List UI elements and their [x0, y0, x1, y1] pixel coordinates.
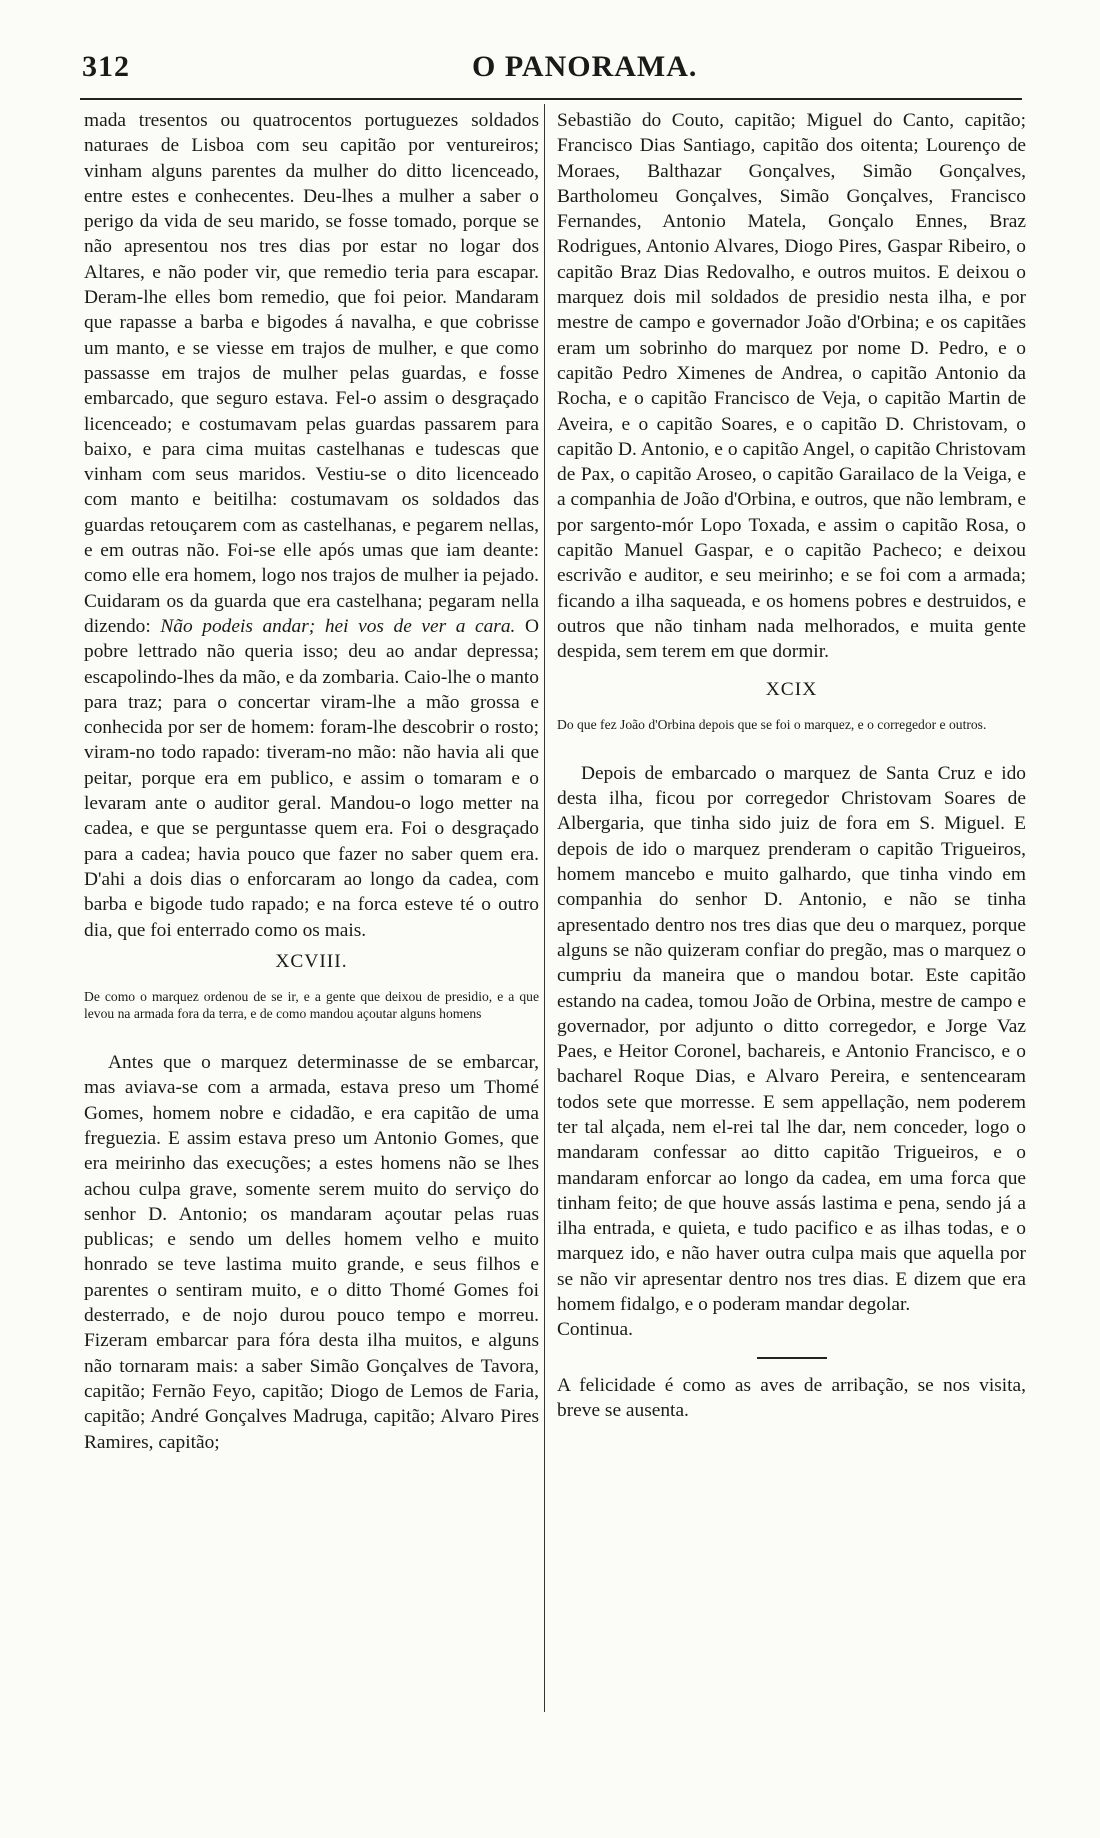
left-paragraph-1 — [84, 108, 539, 943]
section-heading-xcix: XCIX — [765, 678, 818, 700]
section-summary-xcix: Do que fez João d'Orbina depois que se foi o marquez, e o corregedor e outros. — [557, 716, 987, 732]
left-column — [84, 108, 539, 1455]
right-paragraph-2: Depois de embarcado o marquez de Santa Cruz e ido desta ilha, ficou por corregedor Christovam Soares de Albergaria, que tinha sido juiz de fora em S. Miguel. E depois de ido o marquez prenderam o capitão Trigueiros, homem mancebo e muito galhardo, que tinha vindo em companhia do senhor D. Antonio, e não se tinha apresentado dentro nos tres dias que deu o marquez, porque alguns se não quizeram confiar do pregão, mas o marquez o cumpriu da maneira que o mandou botar. Este capitão estando na cadea, tomou João de Orbina, mestre de campo e governador, por adjunto o ditto corregedor, e Jorge Vaz Paes, e Heitor Coronel, bachareis, e Antonio Francisco, e o bacharel Roque Dias, e Alvaro Pereira, e sentencearam todos sete que morresse. E sem appellação, nem poderem ter tal alçada, nem el-rei tal lhe dar, nem conceder, logo o mandaram confessar ao ditto capitão Trigueiros, e o mandaram enforcar ao longo da cadea, em uma forca que tinham feito; de que houve assás lastima e pena, sendo já a ilha entrada, e quieta, e tudo pacifico e as ilhas todas, e o marquez ido, e não haver outra culpa mais que aquella por se não vir apresentar dentro nos tres dias. E dizem que era homem fidalgo, e o poderam mandar degolar. — [557, 762, 1026, 1316]
column-divider — [544, 104, 545, 1712]
epigraph: A felicidade é como as aves de arribação, se nos visita, breve se ausenta. — [557, 1374, 1026, 1421]
left-paragraph-1-cont: O pobre lettrado não queria isso; deu ao andar depressa; escapolindo-lhes da mão, e da zombaria. Caio-lhe o manto para traz; para o concertar viram-lhe a mão grossa e conhecida por ser de homem: foram-lhe descobrir o rosto; viram-no todo rapado: tiveram-no mão: não havia ali que peitar, porque era em publico, e assim o tomaram e o levaram ante o auditor geral. Mandou-o logo metter na cadea, e que se perguntasse quem era. Foi o desgraçado para a cadea; havia pouco que fazer no saber quem era. D'ahi a dois dias o enforcaram ao longo da cadea, com barba e bigode tudo rapado; e na forca esteve té o outro dia, que foi enterrado como os mais. — [84, 615, 539, 941]
right-column — [557, 108, 1026, 1423]
guard-quote: Não podeis andar; hei vos de ver a cara. — [160, 615, 516, 637]
page-number: 312 — [82, 50, 130, 83]
left-paragraph-2: Antes que o marquez determinasse de se embarcar, mas aviava-se com a armada, estava preso um Thomé Gomes, homem nobre e cidadão, e era capitão de uma freguezia. E assim estava preso um Antonio Gomes, que era meirinho das execuções; a estes homens não se lhes achou culpa grave, somente serem muito do serviço do senhor D. Antonio; os mandaram açoutar pelas ruas publicas; e sendo um delles homem velho e muito honrado se teve lastima muito grande, e seus filhos e parentes o sentiram muito, e o ditto Thomé Gomes foi desterrado, e de nojo durou pouco tempo e morreu. Fizeram embarcar para fóra desta ilha muitos, e alguns não tornaram mais: a saber Simão Gonçalves de Tavora, capitão; Fernão Feyo, capitão; Diogo de Lemos de Faria, capitão; André Gonçalves Madruga, capitão; Alvaro Pires Ramires, capitão; — [84, 1052, 539, 1453]
section-summary-xcviii: De como o marquez ordenou de se ir, e a gente que deixou de presidio, e a que levou na armada fora da terra, e de como mandou açoutar alguns homens — [84, 989, 539, 1022]
journal-title: O PANORAMA. — [472, 50, 698, 83]
continua-label: Continua. — [557, 1319, 633, 1341]
left-paragraph-1-text: mada tresentos ou quatrocentos portuguezes soldados naturaes de Lisboa com seu capitão por ventureiros; vinham alguns parentes da mulher do ditto licenceado, entre estes e conhecentes. Deu-lhes a mulher a saber o perigo da vida de seu marido, se fosse tomado, porque se não apresentou nos tres dias por estar no logar dos Altares, e não poder vir, que remedio teria para escapar. Deram-lhe elles bom remedio, que foi peior. Mandaram que rapasse a barba e bigodes á navalha, e que cobrisse um manto, e se viesse em trajos de mulher, e que como passasse em trajos de mulher pelas guardas, e fosse embarcado, que seguro estava. Fel-o assim o desgraçado licenceado; e costumavam pelas guardas passarem para baixo, e para cima muitas castelhanas e tudescas que vinham com seus maridos. Vestiu-se o dito licenceado com manto e beitilha: costumavam os soldados das guardas retouçarem com as castelhanas, e pegarem nellas, e em outras não. Foi-se elle após umas que iam deante: como elle era homem, logo nos trajos de mulher ia pejado. Cuidaram os da guarda que era castelhana; pegaram nella dizendo: — [84, 110, 539, 637]
separator-rule — [757, 1357, 827, 1359]
header-rule — [80, 98, 1022, 100]
section-heading-xcviii: XCVIII. — [275, 950, 348, 972]
right-paragraph-1: Sebastião do Couto, capitão; Miguel do Canto, capitão; Francisco Dias Santiago, capitão dos oitenta; Lourenço de Moraes, Balthazar Gonçalves, Simão Gonçalves, Bartholomeu Gonçalves, Simão Gonçalves, Francisco Fernandes, Antonio Matela, Gonçalo Ennes, Braz Rodrigues, Antonio Alvares, Diogo Pires, Gaspar Ribeiro, o capitão Braz Dias Redovalho, e outros muitos. E deixou o marquez dois mil soldados de presidio nesta ilha, e por mestre de campo e governador João d'Orbina; e os capitães eram um sobrinho do marquez por nome D. Pedro, e o capitão Pedro Ximenes de Andrea, o capitão Antonio da Rocha, e o capitão Francisco de Veja, o capitão Martin de Aveira, e o capitão Soares, e o capitão D. Christovam, o capitão D. Antonio, e o capitão Angel, o capitão Christovam de Pax, o capitão Aroseo, o capitão Garailaco de la Veiga, e a companhia de João d'Orbina, e outros, que não lembram, e por sargento-mór Lopo Toxada, e assim o capitão Rosa, o capitão Manuel Gaspar, e o capitão Pacheco; e deixou escrivão e auditor, e seu meirinho; e se foi com a armada; ficando a ilha saqueada, e os homens pobres e destruidos, e outros que não tinham nada melhorados, e muita gente despida, sem terem em que dormir. — [557, 110, 1026, 663]
